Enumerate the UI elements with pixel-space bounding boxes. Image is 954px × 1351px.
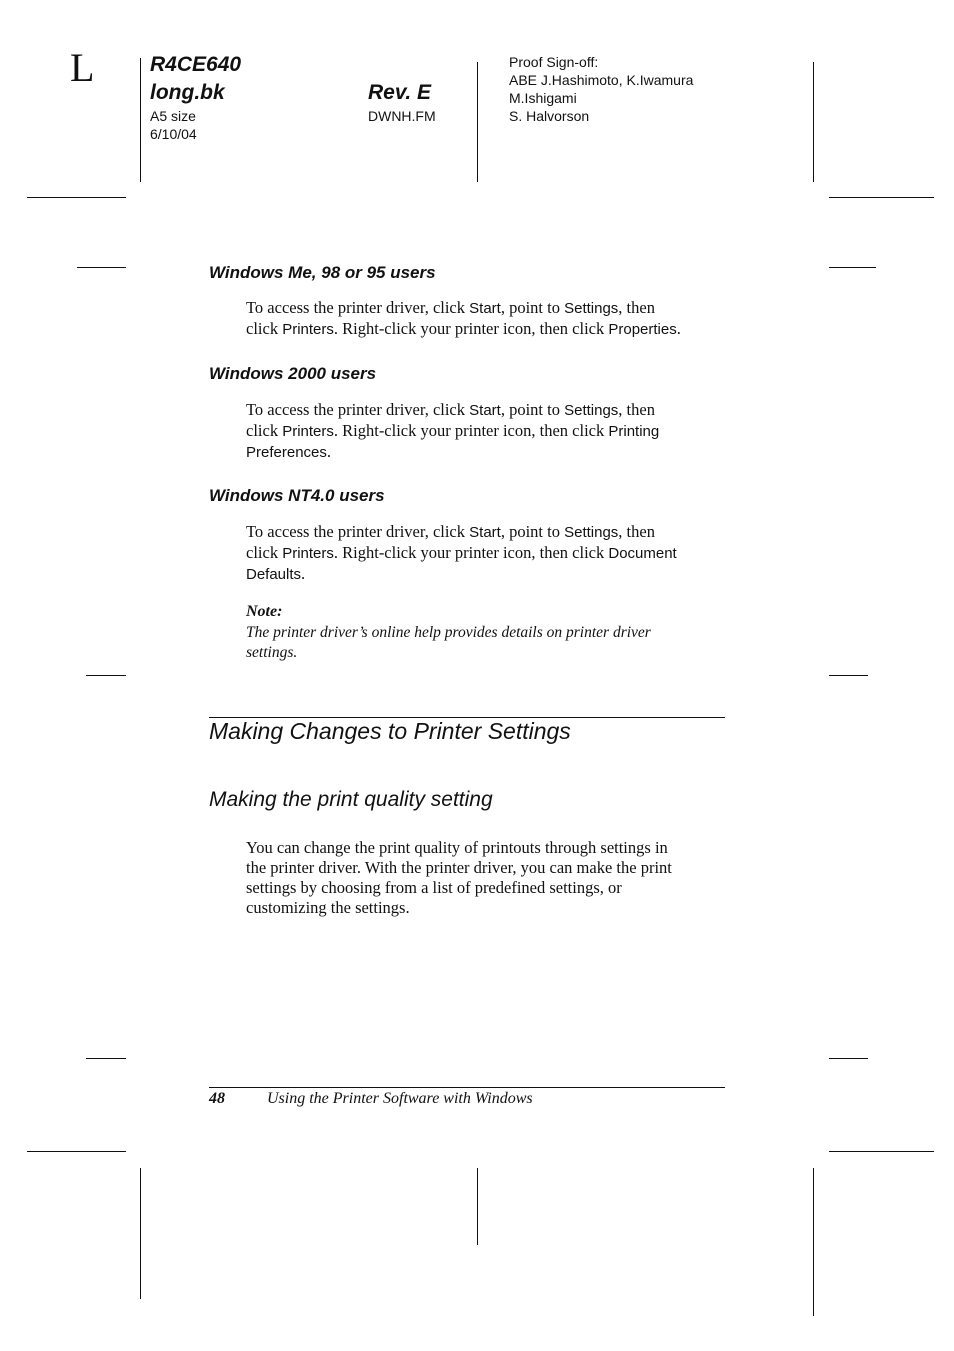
ui-term: Start — [469, 402, 501, 419]
crop-mark-bottom-center-vertical — [477, 1168, 478, 1245]
ui-term: Printers — [282, 321, 334, 338]
crop-mark-top-left-horizontal — [27, 197, 126, 198]
header-date: 6/10/04 — [150, 126, 197, 142]
ui-term: Start — [469, 524, 501, 541]
note-label: Note: — [246, 603, 283, 620]
ui-term: Preferences — [246, 444, 327, 461]
page-number: 48 — [209, 1090, 225, 1107]
section-body-windows-me — [246, 298, 736, 340]
trim-mark-right-middle — [829, 675, 868, 676]
body-line: Preferences. — [246, 442, 331, 461]
ui-term: Printers — [282, 423, 334, 440]
crop-mark-bottom-left-horizontal — [27, 1151, 126, 1152]
trim-mark-left-upper — [77, 267, 126, 268]
trim-mark-right-upper — [829, 267, 876, 268]
body-line: the printer driver. With the printer driver, you can make the print — [246, 858, 672, 877]
body-line: click Printers. Right-click your printer icon, then click Properties. — [246, 319, 681, 338]
body-line: click Printers. Right-click your printer icon, then click Document — [246, 543, 677, 562]
section-heading-windows-nt4: Windows NT4.0 users — [209, 486, 385, 505]
product-code: R4CE640 — [150, 53, 242, 76]
section-body-windows-nt4 — [246, 522, 736, 585]
chapter-heading: Making Changes to Printer Settings — [209, 718, 571, 744]
crop-mark-bottom-right-horizontal — [829, 1151, 934, 1152]
ui-term: Settings — [564, 402, 619, 419]
ui-term: Settings — [564, 300, 619, 317]
corner-letter: L — [70, 45, 95, 90]
body-line: To access the printer driver, click Start, point to Settings, then — [246, 400, 655, 419]
section-heading-windows-me: Windows Me, 98 or 95 users — [209, 263, 436, 282]
file-name: long.bk — [150, 81, 225, 104]
page-size: A5 size — [150, 108, 196, 124]
proof-line-3: S. Halvorson — [509, 108, 590, 124]
body-line: settings by choosing from a list of predefined settings, or — [246, 878, 622, 897]
ui-term: Printers — [282, 545, 334, 562]
intro-paragraph — [246, 838, 736, 918]
body-line: To access the printer driver, click Start, point to Settings, then — [246, 298, 655, 317]
body-line: You can change the print quality of printouts through settings in — [246, 838, 668, 857]
running-title: Using the Printer Software with Windows — [267, 1090, 533, 1107]
note-block — [246, 601, 736, 663]
body-line: customizing the settings. — [246, 898, 410, 917]
trim-mark-right-lower — [829, 1058, 868, 1059]
trim-mark-left-lower — [86, 1058, 126, 1059]
header-revision-block — [368, 79, 436, 125]
proof-line-2: M.Ishigami — [509, 90, 577, 106]
revision: Rev. E — [368, 81, 432, 104]
trim-mark-left-middle — [86, 675, 126, 676]
subheading: Making the print quality setting — [209, 788, 493, 811]
ui-term: Properties — [608, 321, 677, 338]
ui-term: Printing — [608, 423, 660, 440]
ui-term: Start — [469, 300, 501, 317]
ui-term: Defaults — [246, 566, 302, 583]
proof-signoff-block — [509, 53, 693, 125]
crop-mark-bottom-right-vertical — [813, 1168, 814, 1316]
proof-title: Proof Sign-off: — [509, 54, 599, 70]
footer-rule — [209, 1087, 725, 1088]
body-line: To access the printer driver, click Start, point to Settings, then — [246, 522, 655, 541]
note-line-2: settings. — [246, 644, 298, 661]
ui-term: Settings — [564, 524, 619, 541]
section-heading-windows-2000: Windows 2000 users — [209, 364, 377, 383]
ui-term: Document — [608, 545, 677, 562]
section-body-windows-2000 — [246, 400, 736, 463]
crop-mark-top-right-horizontal — [829, 197, 934, 198]
crop-mark-top-left-vertical — [140, 58, 141, 182]
crop-mark-bottom-left-vertical — [140, 1168, 141, 1299]
body-line: Defaults. — [246, 564, 306, 583]
crop-mark-top-right-vertical — [813, 62, 814, 182]
fm-file: DWNH.FM — [368, 108, 436, 124]
note-line-1: The printer driver’s online help provides details on printer driver — [246, 624, 651, 641]
header-product-block — [150, 51, 241, 143]
crop-mark-top-center-vertical — [477, 62, 478, 182]
body-line: click Printers. Right-click your printer icon, then click Printing — [246, 421, 660, 440]
proof-line-1: ABE J.Hashimoto, K.Iwamura — [509, 72, 694, 88]
